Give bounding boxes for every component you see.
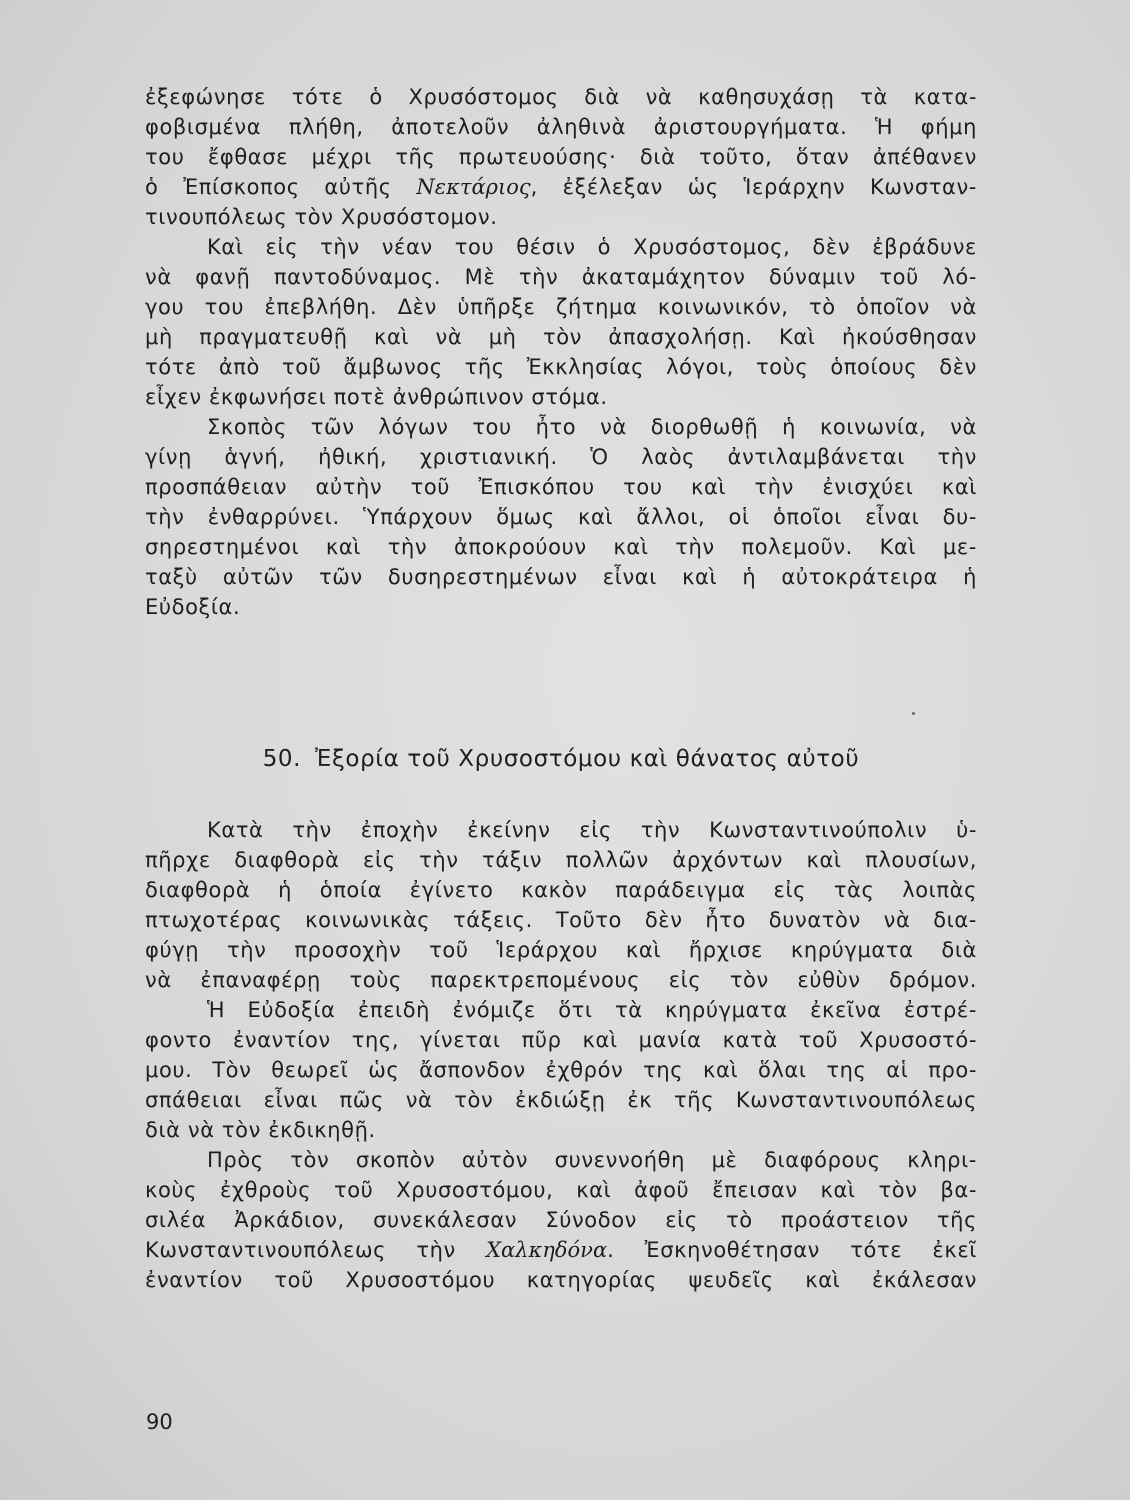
text-line: γου του ἐπεβλήθη. Δὲν ὑπῆρξε ζήτημα κοινωνικόν, τὸ ὁποῖον νὰ: [145, 295, 977, 319]
text-line: κοὺς ἐχθροὺς τοῦ Χρυσοστόμου, καὶ ἀφοῦ ἔπεισαν καὶ τὸν βα-: [145, 1178, 977, 1202]
section-heading: [145, 746, 977, 772]
text-line: προσπάθειαν αὐτὴν τοῦ Ἐπισκόπου του καὶ τὴν ἐνισχύει καὶ: [145, 475, 977, 499]
text-line: ταξὺ αὐτῶν τῶν δυσηρεστημένων εἶναι καὶ ἡ αὐτοκράτειρα ἡ: [145, 565, 977, 589]
section-title: Ἐξορία τοῦ Χρυσοστόμου καὶ θάνατος αὐτοῦ: [315, 746, 860, 772]
text-line: Ἡ Εὐδοξία ἐπειδὴ ἐνόμιζε ὅτι τὰ κηρύγματα ἐκεῖνα ἐστρέ-: [207, 998, 977, 1022]
page-number: 90: [146, 1410, 173, 1434]
text-line: τότε ἀπὸ τοῦ ἄμβωνος τῆς Ἐκκλησίας λόγοι, τοὺς ὁποίους δὲν: [145, 355, 977, 379]
text-line: ὁ Ἐπίσκοπος αὐτῆς Νεκτάριος, ἐξέλεξαν ὡς Ἱεράρχην Κωνσταν-: [145, 175, 977, 199]
text-line: Κατὰ τὴν ἐποχὴν ἐκείνην εἰς τὴν Κωνσταντινούπολιν ὑ-: [207, 818, 977, 842]
text-block-lower: [145, 815, 977, 1295]
text-line: τινουπόλεως τὸν Χρυσόστομον.: [145, 205, 498, 229]
scan-speck: [912, 712, 915, 715]
text-line: Σκοπὸς τῶν λόγων του ἦτο νὰ διορθωθῇ ἡ κοινωνία, νὰ: [207, 415, 977, 439]
text-line: πῆρχε διαφθορὰ εἰς τὴν τάξιν πολλῶν ἀρχόντων καὶ πλουσίων,: [145, 848, 977, 872]
text-line: του ἔφθασε μέχρι τῆς πρωτευούσης· διὰ τοῦτο, ὅταν ἀπέθανεν: [145, 145, 977, 169]
text-block-upper: [145, 82, 977, 622]
text-line: νὰ ἐπαναφέρῃ τοὺς παρεκτρεπομένους εἰς τὸν εὐθὺν δρόμον.: [145, 968, 977, 992]
section-number: 50.: [262, 746, 302, 772]
text-line: τὴν ἐνθαρρύνει. Ὑπάρχουν ὅμως καὶ ἄλλοι, οἱ ὁποῖοι εἶναι δυ-: [145, 505, 977, 529]
text-line: Εὐδοξία.: [145, 595, 241, 619]
text-line: φοβισμένα πλήθη, ἀποτελοῦν ἀληθινὰ ἀριστουργήματα. Ἡ φήμη: [145, 115, 977, 139]
text-line: γίνῃ ἁγνή, ἠθική, χριστιανική. Ὁ λαὸς ἀντιλαμβάνεται τὴν: [145, 445, 977, 469]
text-line: διὰ νὰ τὸν ἐκδικηθῇ.: [145, 1118, 376, 1142]
text-line: ἐξεφώνησε τότε ὁ Χρυσόστομος διὰ νὰ καθησυχάσῃ τὰ κατα-: [145, 85, 977, 109]
text-line: σιλέα Ἀρκάδιον, συνεκάλεσαν Σύνοδον εἰς τὸ προάστειον τῆς: [145, 1208, 977, 1232]
text-line: διαφθορὰ ἡ ὁποία ἐγίνετο κακὸν παράδειγμα εἰς τὰς λοιπὰς: [145, 878, 977, 902]
text-line: νὰ φανῇ παντοδύναμος. Μὲ τὴν ἀκαταμάχητον δύναμιν τοῦ λό-: [145, 265, 977, 289]
text-line: μου. Τὸν θεωρεῖ ὡς ἄσπονδον ἐχθρόν της καὶ ὅλαι της αἱ προ-: [145, 1058, 977, 1082]
text-line: φύγῃ τὴν προσοχὴν τοῦ Ἱεράρχου καὶ ἤρχισε κηρύγματα διὰ: [145, 938, 977, 962]
text-line: μὴ πραγματευθῇ καὶ νὰ μὴ τὸν ἀπασχολήσῃ. Καὶ ἠκούσθησαν: [145, 325, 977, 349]
italic-name: Νεκτάριος: [416, 175, 531, 199]
text-line: φοντο ἐναντίον της, γίνεται πῦρ καὶ μανία κατὰ τοῦ Χρυσοστό-: [145, 1028, 977, 1052]
text-line: σπάθειαι εἶναι πῶς νὰ τὸν ἐκδιώξῃ ἐκ τῆς Κωνσταντινουπόλεως: [145, 1088, 977, 1112]
italic-name: Χαλκηδόνα: [486, 1238, 608, 1262]
text-line: ἐναντίον τοῦ Χρυσοστόμου κατηγορίας ψευδεῖς καὶ ἐκάλεσαν: [145, 1268, 977, 1292]
text-line: σηρεστημένοι καὶ τὴν ἀποκρούουν καὶ τὴν πολεμοῦν. Καὶ με-: [145, 535, 977, 559]
text-line: Πρὸς τὸν σκοπὸν αὐτὸν συνεννοήθη μὲ διαφόρους κληρι-: [207, 1148, 977, 1172]
text-line: πτωχοτέρας κοινωνικὰς τάξεις. Τοῦτο δὲν ἦτο δυνατὸν νὰ δια-: [145, 908, 977, 932]
text-line: Κωνσταντινουπόλεως τὴν Χαλκηδόνα. Ἐσκηνοθέτησαν τότε ἐκεῖ: [145, 1238, 977, 1262]
text-line: Καὶ εἰς τὴν νέαν του θέσιν ὁ Χρυσόστομος, δὲν ἐβράδυνε: [207, 235, 977, 259]
text-line: εἶχεν ἐκφωνήσει ποτὲ ἀνθρώπινον στόμα.: [145, 385, 608, 409]
